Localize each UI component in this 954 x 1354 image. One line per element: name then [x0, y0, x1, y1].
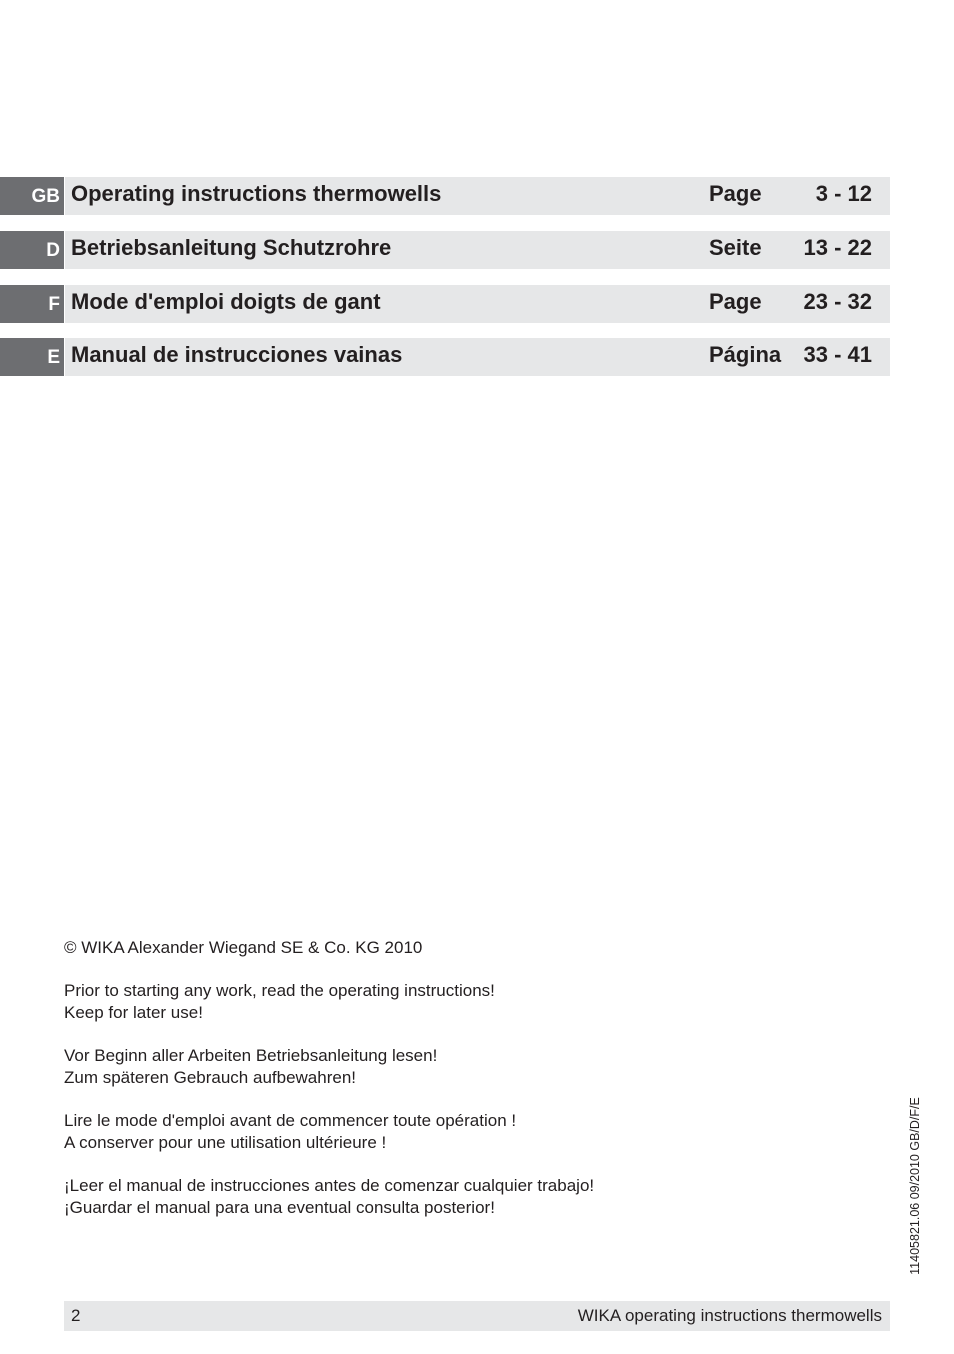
toc-bar — [65, 231, 890, 269]
page-number: 2 — [71, 1306, 81, 1325]
footer-title: WIKA operating instructions thermowells — [577, 1306, 882, 1325]
notice-line: Keep for later use! — [64, 1003, 203, 1022]
toc-title: Operating instructions thermowells — [71, 181, 442, 206]
toc-page-label: Page — [709, 181, 762, 206]
toc-page-range: 23 - 32 — [803, 289, 872, 314]
toc-page-label: Page — [709, 289, 762, 314]
notice-line: Lire le mode d'emploi avant de commencer toute opération ! — [64, 1111, 517, 1130]
toc-page-range: 13 - 22 — [803, 235, 872, 260]
notice-german — [64, 1045, 824, 1089]
document-number: 11405821.06 09/2010 GB/D/F/E — [908, 1097, 922, 1275]
toc-page-label: Seite — [709, 235, 762, 260]
toc-row-f[interactable] — [0, 285, 890, 323]
toc-title: Manual de instrucciones vainas — [71, 342, 403, 367]
toc-row-d[interactable] — [0, 231, 890, 269]
toc-row-e[interactable] — [0, 338, 890, 376]
toc-bar — [65, 285, 890, 323]
notice-line: Zum späteren Gebrauch aufbewahren! — [64, 1068, 357, 1087]
notice-line: Prior to starting any work, read the operating instructions! — [64, 981, 495, 1000]
page-footer — [64, 1301, 890, 1331]
copyright-notice: © WIKA Alexander Wiegand SE & Co. KG 2010 — [64, 938, 423, 957]
notice-spanish — [64, 1175, 824, 1219]
notice-line: Vor Beginn aller Arbeiten Betriebsanleitung lesen! — [64, 1046, 438, 1065]
notice-line: ¡Guardar el manual para una eventual consulta posterior! — [64, 1198, 495, 1217]
language-tab-gb: GB — [0, 177, 64, 215]
language-tab-e: E — [0, 338, 64, 376]
toc-page-label: Página — [709, 342, 782, 367]
toc-title: Mode d'emploi doigts de gant — [71, 289, 381, 314]
notices-block — [64, 937, 824, 1240]
toc-bar — [65, 338, 890, 376]
toc-row-gb[interactable] — [0, 177, 890, 215]
toc-bar — [65, 177, 890, 215]
toc-title: Betriebsanleitung Schutzrohre — [71, 235, 392, 260]
language-tab-d: D — [0, 231, 64, 269]
language-tab-f: F — [0, 285, 64, 323]
toc-page-range: 3 - 12 — [815, 181, 872, 206]
toc-page-range: 33 - 41 — [803, 342, 872, 367]
notice-french — [64, 1110, 824, 1154]
notice-english — [64, 980, 824, 1024]
notice-line: A conserver pour une utilisation ultérieure ! — [64, 1133, 387, 1152]
notice-line: ¡Leer el manual de instrucciones antes de comenzar cualquier trabajo! — [64, 1176, 595, 1195]
table-of-contents — [0, 177, 890, 392]
